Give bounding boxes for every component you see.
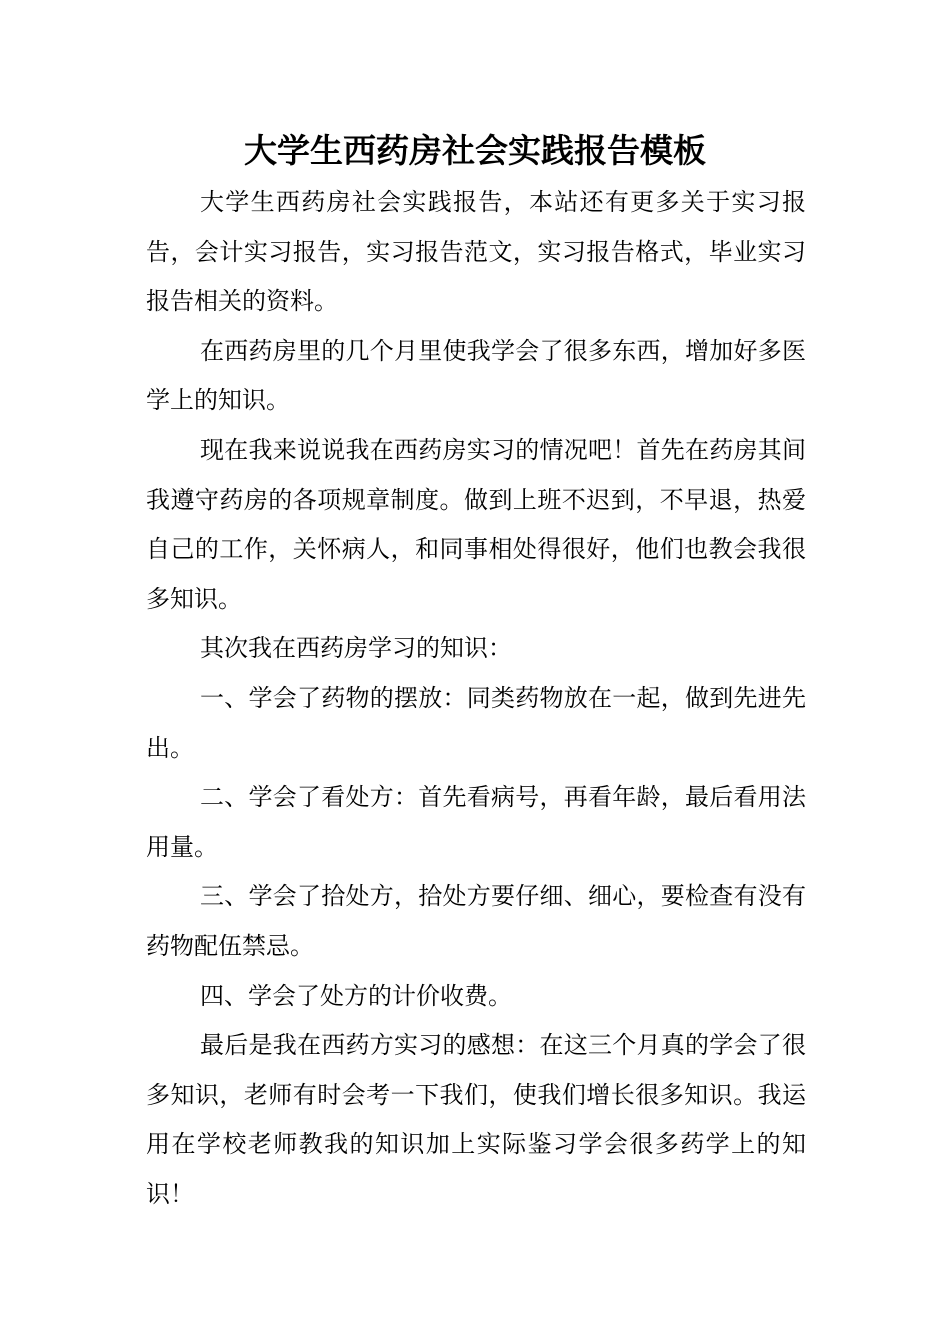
paragraph-learned: 在西药房里的几个月里使我学会了很多东西，增加好多医学上的知识。: [146, 336, 806, 415]
paragraph-internship-situation: 现在我来说说我在西药房实习的情况吧！首先在药房其间我遵守药房的各项规章制度。做到上班不迟到，不早退，热爱自己的工作，关怀病人，和同事相处得很好，他们也教会我很多知识。: [146, 435, 806, 613]
paragraph-conclusion: 最后是我在西药方实习的感想：在这三个月真的学会了很多知识，老师有时会考一下我们，使我们增长很多知识。我运用在学校老师教我的知识加上实际鉴习学会很多药学上的知识！: [146, 1031, 806, 1208]
document-title: 大学生西药房社会实践报告模板: [244, 131, 706, 170]
paragraph-item-2: 二、学会了看处方：首先看病号，再看年龄，最后看用法用量。: [146, 783, 806, 861]
paragraph-item-4: 四、学会了处方的计价收费。: [200, 981, 512, 1010]
paragraph-knowledge-heading: 其次我在西药房学习的知识：: [200, 634, 512, 663]
paragraph-item-3: 三、学会了拾处方，拾处方要仔细、细心，要检查有没有药物配伍禁忌。: [146, 882, 806, 960]
paragraph-intro: 大学生西药房社会实践报告，本站还有更多关于实习报告，会计实习报告，实习报告范文，实习报告格式，毕业实习报告相关的资料。: [146, 188, 806, 316]
document-body: [146, 178, 806, 1219]
paragraph-item-1: 一、学会了药物的摆放：同类药物放在一起，做到先进先出。: [146, 683, 806, 762]
